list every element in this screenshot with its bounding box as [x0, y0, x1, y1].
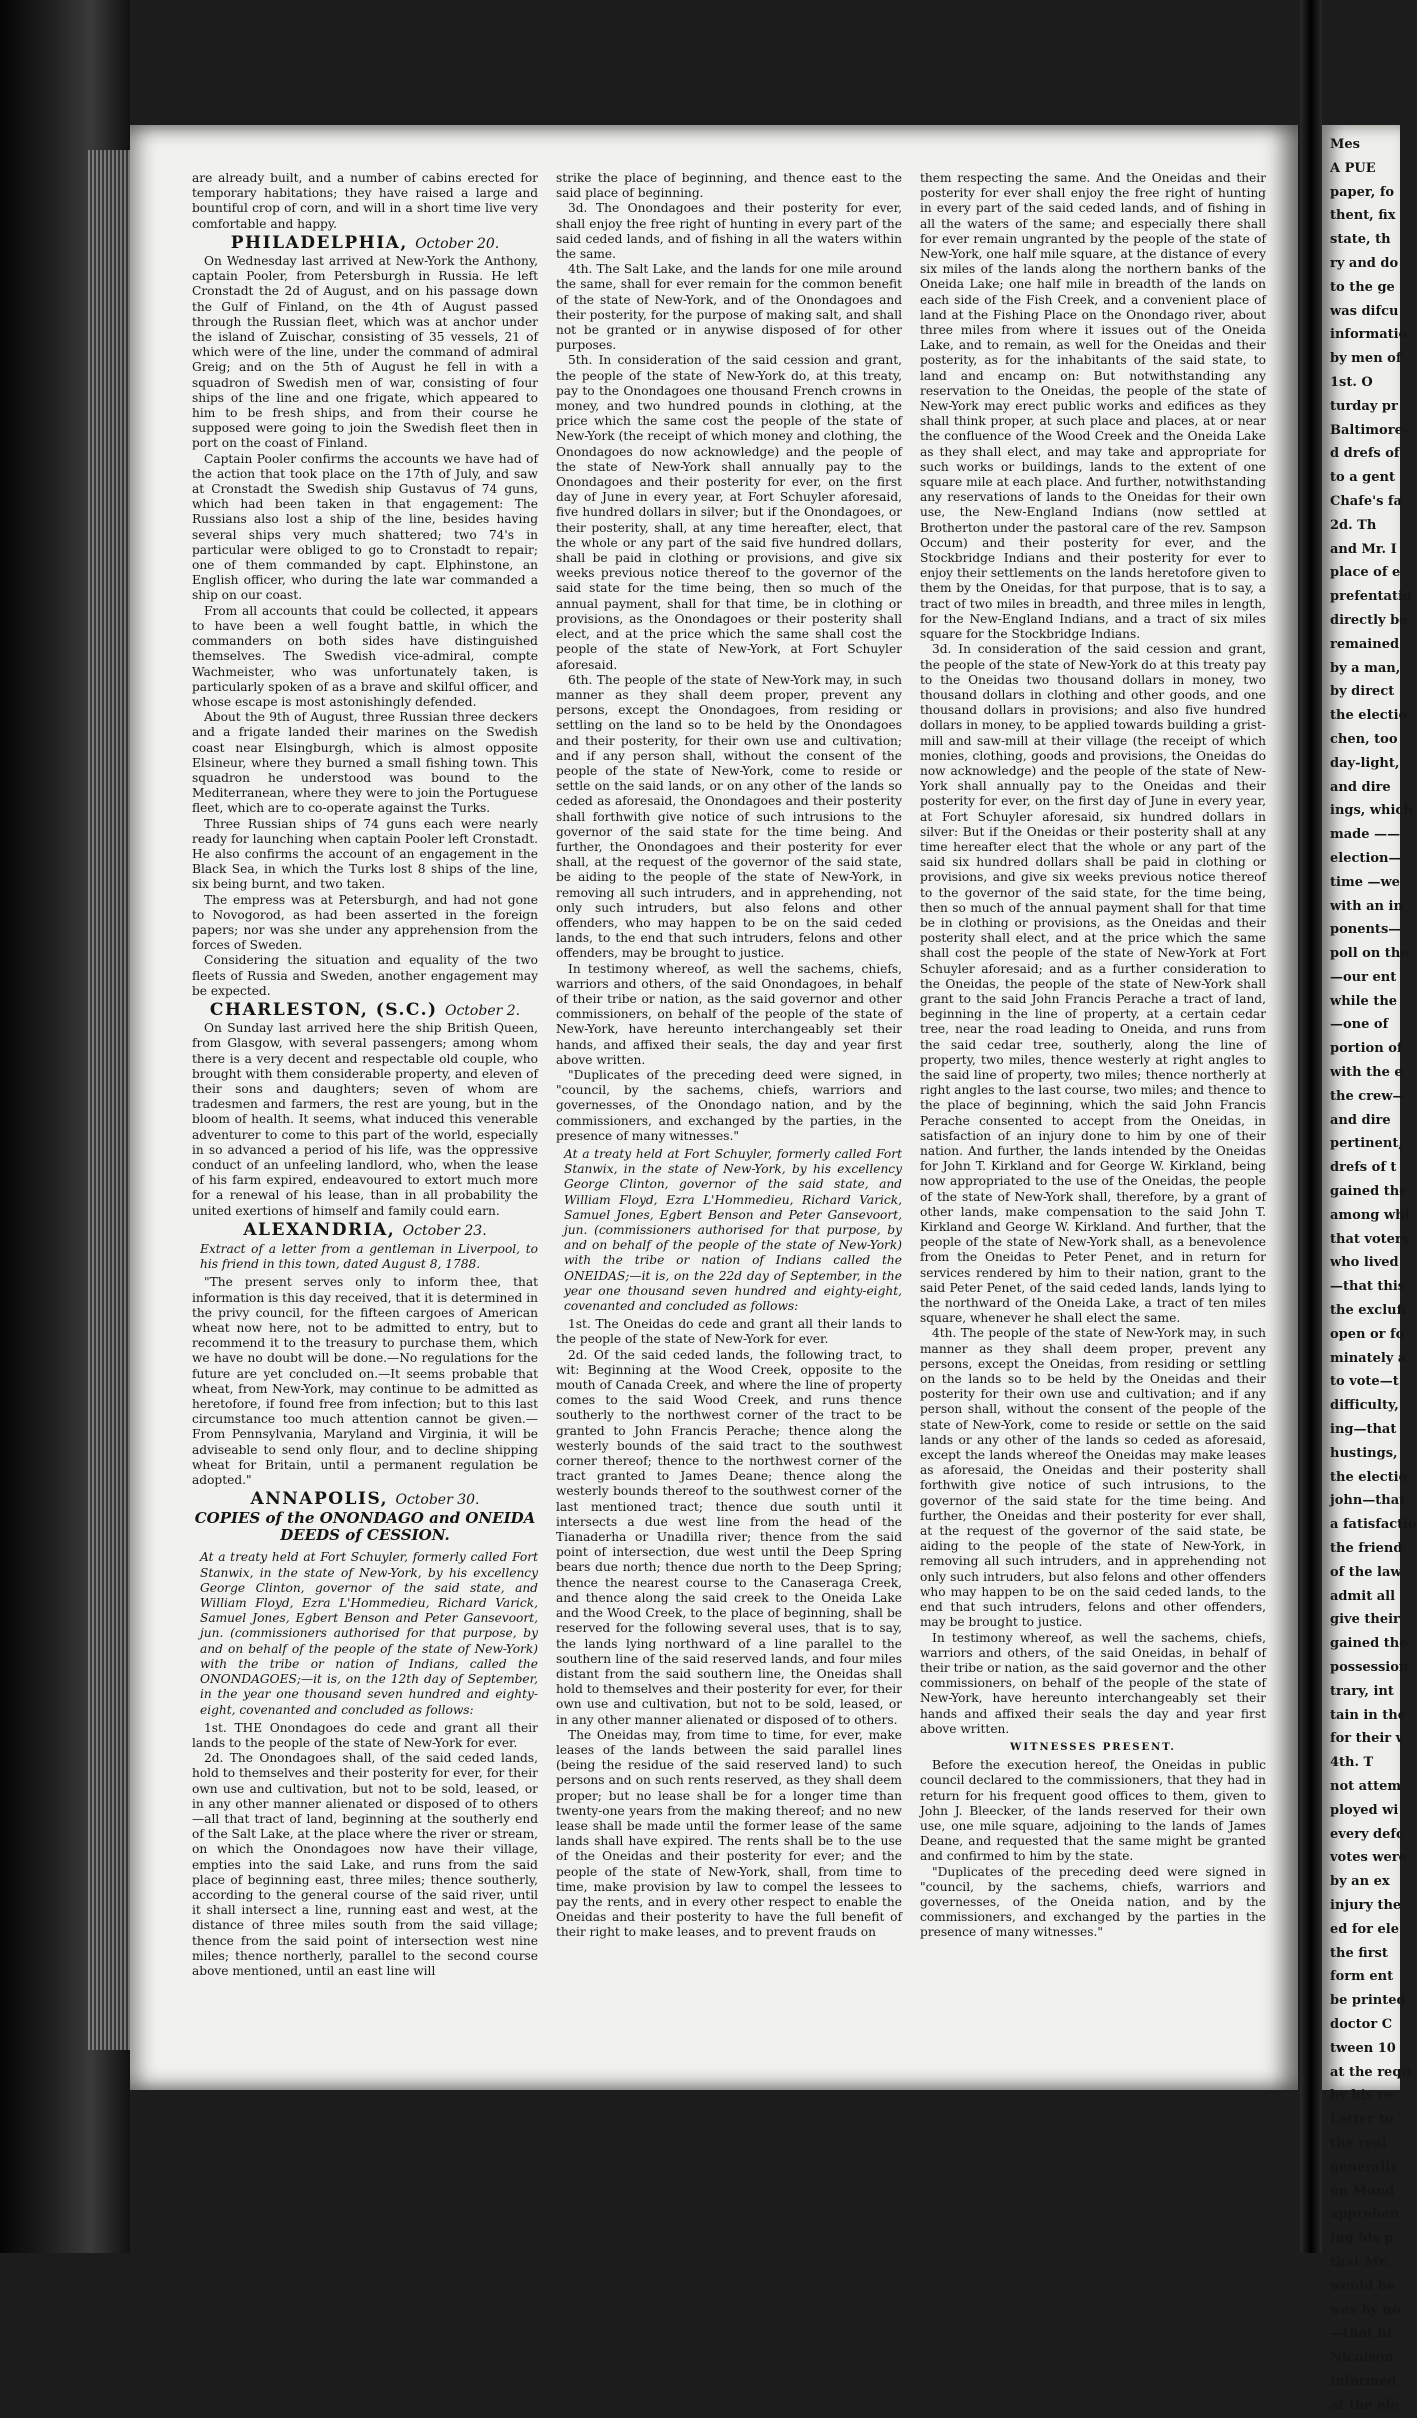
facing-page-line: by men of — [1330, 351, 1402, 367]
facing-page-line: the electio — [1330, 708, 1408, 724]
facing-page-line: with the e — [1330, 1065, 1403, 1081]
facing-page-line: among whi — [1330, 1207, 1410, 1223]
facing-page-line: —our ent — [1330, 969, 1397, 985]
dateline-place: CHARLESTON, (S.C.) — [209, 999, 438, 1020]
facing-page-line: by a man, — [1330, 660, 1401, 676]
facing-page-line: gained the — [1330, 1636, 1408, 1652]
dateline-date: October 20. — [415, 235, 500, 252]
facing-page-line: was by no — [1330, 2302, 1401, 2318]
facing-page-line: injury the — [1330, 1897, 1402, 1913]
facing-page-line: was difcu — [1330, 303, 1399, 319]
dateline-date: October 2. — [444, 1002, 521, 1019]
paragraph: Captain Pooler confirms the accounts we have had of the action that took place on the 17th of July, and saw at Cronstadt the Swedish ship Gustavus of 74 guns, which had been taken in that engagement: The Russians also lost a ship of the line, besides having several ships very much shattered; two 74's in particular were obliged to go to Cronstadt to repair; one of them commanded by capt. Elphinstone, an English officer, who during the late war commanded a ship on our coast. — [192, 451, 538, 603]
facing-page-line: form ent — [1330, 1969, 1394, 1985]
facing-page-line: ings, which — [1330, 803, 1413, 819]
column-2 — [556, 171, 902, 2071]
facing-page-line: gained the — [1330, 1184, 1408, 1200]
facing-page-line: directly be — [1330, 612, 1408, 628]
paragraph: From all accounts that could be collected, it appears to have been a well fought battle, in which the commanders on both sides have distinguished themselves. The Swedish vice-admiral, compte Wachmeister, who was unfortunately taken, is particularly spoken of as a brave and skilful officer, and whose escape is most astonishingly defended. — [192, 603, 538, 709]
facing-page-line: at the ele — [1330, 2397, 1399, 2413]
facing-page-line: place of e — [1330, 565, 1401, 581]
paragraph: Before the execution hereof, the Oneidas in public council declared to the commissioners, that they had in return for his frequent good offices to them, given to John J. Bleecker, of the lands reserved for their own use, one mile square, adjoining to the lands of James Deane, and requested that the same might be granted and confirmed to him by the state. — [920, 1758, 1266, 1864]
page-edges — [88, 150, 130, 2050]
paragraph: Considering the situation and equality of the two fleets of Russia and Sweden, another engagement may be expected. — [192, 953, 538, 998]
dateline-place: ANNAPOLIS, — [250, 1489, 389, 1510]
paragraph: 2d. The Onondagoes shall, of the said ceded lands, hold to themselves and their posterity for ever, for their own use and cultivation, but not to be sold, leased, or in any other manner alienated or disposed of to others—all that tract of land, beginning at the southerly end of the Salt Lake, at the place where the river or stream, on which the Onondagoes now have their village, empties into the said Lake, and runs from the said place of beginning east, three miles; thence southerly, according to the general course of the said river, until it shall intersect a line, running east and west, at the distance of three miles south from the said village; thence from the said point of intersection west nine miles; thence northerly, parallel to the second course above mentioned, until an east line will — [192, 1751, 538, 1978]
facing-page-line: made —— — [1330, 827, 1401, 843]
paragraph: 2d. Of the said ceded lands, the following tract, to wit: Beginning at the Wood Creek, opposite to the mouth of Canada Creek, and where the line of property comes to the said Wood Creek, and runs thence southerly to the northwest corner of the tract to be granted to John Francis Perache; thence along the westerly bounds of the said tract to the southwest corner thereof; thence to the northwest corner of the tract granted to James Deane; thence along the westerly bounds thereof to the southwest corner of the last mentioned tract; thence due south until it intersects a due west line from the head of the Tianaderha or Unadilla river; thence from the said point of intersection, due west until the Deep Spring bears due north; thence due north to the Deep Spring; thence the nearest course to the Canaseraga Creek, and thence along the said creek to the Oneida Lake and the Wood Creek, to the place of beginning, shall be reserved for the following several uses, that is to say, the lands lying northward of a line parallel to the southern line of the said reserved lands, and four miles distant from the said southern line, the Oneidas shall hold to themselves and their posterity for ever, for their own use and cultivation, but not to be sold, leased, or in any other manner alienated or disposed of to others. — [556, 1347, 902, 1727]
facing-page-line: Letter to — [1330, 2112, 1394, 2128]
facing-page-line: d drefs of — [1330, 446, 1400, 462]
facing-page-line: the electio — [1330, 1469, 1408, 1485]
facing-page-line: every defc — [1330, 1826, 1404, 1842]
paragraph: are already built, and a number of cabins erected for temporary habitations; they have raised a large and bountiful crop of corn, and will in a short time live very comfortable and happy. — [192, 171, 538, 231]
facing-page-line: while the — [1330, 993, 1398, 1009]
paragraph: The Oneidas may, from time to time, for ever, make leases of the lands between the said parallel lines (being the residue of the said reserved land) to such persons and on such rents reserved, as they shall deem proper; but no lease shall be for a longer time than twenty-one years from the making thereof; and no new lease shall be made until the former lease of the same lands shall have expired. The rents shall be to the use of the Oneidas and their posterity for ever; and the people of the state of New-York, shall, from time to time, make provision by law to compel the lessees to pay the rents, and in every other respect to enable the Oneidas and their posterity to have the full benefit of their right to make leases, and to prevent frauds on — [556, 1727, 902, 1940]
facing-page-line: give their — [1330, 1612, 1400, 1628]
paragraph: 1st. The Oneidas do cede and grant all their lands to the people of the state of New-York for ever. — [556, 1317, 902, 1347]
facing-page-line: the crew— — [1330, 1088, 1406, 1104]
facing-page-line: time —we — [1330, 874, 1400, 890]
facing-page-line: and Mr. I — [1330, 541, 1397, 557]
facing-page-line: by his re — [1330, 2088, 1393, 2104]
facing-page-line: pertinent, — [1330, 1136, 1403, 1152]
facing-page-line: informed — [1330, 2373, 1397, 2389]
facing-page-line: apprehen — [1330, 2207, 1399, 2223]
facing-page-line: a fatisfactio — [1330, 1517, 1417, 1533]
facing-page-line: the friend — [1330, 1541, 1403, 1557]
facing-page-line: state, th — [1330, 232, 1391, 248]
dateline-alexandria — [192, 1219, 538, 1240]
facing-page-line: admit all — [1330, 1588, 1396, 1604]
paragraph: 3d. The Onondagoes and their posterity for ever, shall enjoy the free right of hunting in every part of the said ceded lands, and of fishing in all the waters within the same. — [556, 201, 902, 262]
dateline-place: PHILADELPHIA, — [230, 232, 408, 253]
facing-page-line: Nicolson — [1330, 2350, 1394, 2366]
extract-heading: Extract of a letter from a gentleman in Liverpool, to his friend in this town, dated August 8, 1788. — [200, 1242, 538, 1272]
facing-page-line: ing—that — [1330, 1422, 1397, 1438]
facing-page-line: ry and do — [1330, 255, 1399, 271]
treaty-heading: At a treaty held at Fort Schuyler, formerly called Fort Stanwix, in the state of New-York, by his excellency George Clinton, governor of the said state, and William Floyd, Ezra L'Hommedieu, Richard Varick, Samuel Jones, Egbert Benson and Peter Gansevoort, jun. (commissioners authorised for that purpose, by and on behalf of the people of the state of New-York) with the tribe or nation of Indians called the ONEIDAS;—it is, on the 22d day of September, in the year one thousand seven hundred and eighty-eight, covenanted and concluded as follows: — [564, 1147, 902, 1314]
paragraph: strike the place of beginning, and thence east to the said place of beginning. — [556, 171, 902, 201]
facing-page-line: votes were — [1330, 1850, 1407, 1866]
facing-page-line: 2d. Th — [1330, 517, 1377, 533]
facing-page-line: Mes — [1330, 137, 1360, 152]
book-gutter — [1300, 0, 1322, 2253]
facing-page-line: to the ge — [1330, 279, 1395, 295]
facing-page-line: doctor C — [1330, 2016, 1393, 2032]
paragraph: 1st. THE Onondagoes do cede and grant all their lands to the people of the state of New-York for ever. — [192, 1720, 538, 1750]
facing-page-line: day-light, — [1330, 755, 1400, 771]
facing-page-line: election— — [1330, 850, 1402, 866]
facing-page-line: not attem — [1330, 1778, 1402, 1794]
facing-page-line: trary, int — [1330, 1683, 1394, 1699]
facing-page-line: paper, fo — [1330, 184, 1395, 200]
facing-page-line: the real — [1330, 2135, 1387, 2151]
treaty-heading: At a treaty held at Fort Schuyler, formerly called Fort Stanwix, in the state of New-York, by his excellency George Clinton, governor of the said state, and William Floyd, Ezra L'Hommedieu, Richard Varick, Samuel Jones, Egbert Benson and Peter Gansevoort, jun. (commissioners authorised for that purpose, by and on behalf of the people of the state of New-York) with the tribe or nation of Indians, called the ONONDAGOES;—it is, on the 12th day of September, in the year one thousand seven hundred and eighty-eight, covenanted and concluded as follows: — [200, 1550, 538, 1717]
facing-page-line: —that hi — [1330, 2326, 1392, 2342]
paragraph: The empress was at Petersburgh, and had not gone to Novogorod, as had been asserted in the foreign papers; nor was she under any apprehension from the forces of Sweden. — [192, 892, 538, 953]
facing-page-line: to vote—t — [1330, 1374, 1399, 1390]
facing-page-line: would be — [1330, 2278, 1396, 2294]
dateline-date: October 30. — [395, 1492, 480, 1509]
facing-page-line: tween 10 — [1330, 2040, 1396, 2056]
facing-page-line: the exclufi — [1330, 1303, 1407, 1319]
paragraph: On Wednesday last arrived at New-York the Anthony, captain Pooler, from Petersburgh in Russia. He left Cronstadt the 2d of August, and on his passage down the Gulf of Finland, on the 4th of August passed through the Russian fleet, which was at anchor under the island of Zuischar, consisting of 35 vessels, 21 of which were of the line, under the command of admiral Greig; and on the 5th of August he fell in with a squadron of Swedish men of war, consisting of four ships of the line and one frigate, which appeared to him to be fresh ships, and from their course he supposed were going to join the Swedish fleet then in port on the coast of Finland. — [192, 254, 538, 451]
facing-page-line: ployed wi — [1330, 1802, 1399, 1818]
paragraph: 4th. The people of the state of New-York may, in such manner as they shall deem proper, prevent any persons, except the Oneidas, from residing or settling on the lands so to be held by the Oneidas and their posterity for their own use and cultivation; and if any person shall, without the consent of the people of the state of New-York, come to reside or settle on the said lands or any other of the lands so ceded as aforesaid, except the lands whereof the Oneidas may make leases as aforesaid, the Oneidas and their posterity shall forthwith give notice of such intrusions, to the governor of the said state for the time being. And further, the Oneidas and their posterity for ever shall, at the request of the governor of the said state, be aiding to the people of the state of New-York, in removing all such intruders, and in apprehending not only such intruders, but also felons and other offenders who may happen to be on the said ceded lands, to the end that such intruders, felons and other offenders, may be brought to justice. — [920, 1326, 1266, 1630]
paragraph: 5th. In consideration of the said cession and grant, the people of the state of New-York do, at this treaty, pay to the Onondagoes one thousand French crowns in money, and two hundred pounds in clothing, at the price which the same cost the people of the state of New-York (the receipt of which money and clothing, the Onondagoes do now acknowledge) and the people of the state of New-York shall annually pay to the Onondagoes and their posterity for ever, on the first day of June in every year, at Fort Schuyler aforesaid, five hundred dollars in silver; but if the Onondagoes, or their posterity, shall, at any time hereafter, elect, that the whole or any part of the said five hundred dollars, shall be paid in clothing or provisions, and give six weeks previous notice thereof to the governor of the said state for the time being, then so much of the annual payment, shall for that time, be in clothing or provisions, as the Onondagoes or their posterity shall elect, and at the price which the same shall cost the people of the state of New-York, at Fort Schuyler aforesaid. — [556, 353, 902, 672]
facing-page-line: turday pr — [1330, 398, 1398, 414]
facing-page-line: be printed — [1330, 1993, 1406, 2009]
dateline-place: ALEXANDRIA, — [243, 1219, 396, 1240]
facing-page-fragment — [1322, 125, 1417, 2413]
facing-page-line: ing his p — [1330, 2231, 1394, 2247]
paragraph: On Sunday last arrived here the ship British Queen, from Glasgow, with several passengers; among whom there is a very decent and respectable old couple, who brought with them considerable property, and eleven of their sons and daughters; seven of whom are tradesmen and farmers, the rest are young, but in the bloom of health. It seems, what induced this venerable adventurer to come to this part of the world, especially in so advanced a period of his life, was the oppressive conduct of an unfeeling landlord, who, when the lease of his farm expired, endeavoured to extort much more for a renewal of his lease, than in all probability the united exertions of himself and family could earn. — [192, 1021, 538, 1218]
facing-page-line: minately a — [1330, 1350, 1407, 1366]
facing-page-line: who lived — [1330, 1255, 1399, 1271]
facing-page-line: that voters — [1330, 1231, 1410, 1247]
witnesses-heading: WITNESSES PRESENT. — [1010, 1741, 1176, 1753]
facing-page-line: john—that — [1330, 1493, 1406, 1509]
facing-page-line: and dire — [1330, 1112, 1391, 1128]
facing-page-line: remained — [1330, 636, 1400, 652]
facing-page-line: of the law — [1330, 1564, 1402, 1580]
column-3 — [920, 171, 1266, 2071]
paragraph: them respecting the same. And the Oneidas and their posterity for ever shall enjoy the free right of hunting in every part of the said ceded lands, and of fishing in all the waters of the same; and especially there shall for ever remain ungranted by the people of the state of New-York, one half mile square, at the distance of every six miles of the lands along the northern banks of the Oneida Lake; one half mile in breadth of the lands on each side of the Fish Creek, and a convenient place of land at the Fishing Place on the Onondago river, about three miles from where it issues out of the Oneida Lake, and to remain, as well for the Oneidas and their posterity, as for the inhabitants of the said state, to land and encamp on: But notwithstanding any reservation to the Oneidas, the people of the state of New-York may erect public works and edifices as they shall think proper, at such place and places, at or near the confluence of the Wood Creek and the Oneida Lake as they shall elect, and may take and appropriate for such works or buildings, lands to the extent of one square mile at each place. And further, notwithstanding any reservations of lands to the Oneidas for their own use, the New-England Indians (now settled at Brotherton under the pastoral care of the rev. Sampson Occum) and their posterity for ever, and the Stockbridge Indians and their posterity for ever to enjoy their settlements on the lands heretofore given to them by the Oneidas, for that purpose, that is to say, a tract of two miles in breadth, and three miles in length, for the New-England Indians, and a tract of six miles square for the Stockbridge Indians. — [920, 171, 1266, 642]
facing-page-line: —that this — [1330, 1279, 1406, 1295]
dateline-philadelphia — [192, 232, 538, 253]
dateline-charleston — [192, 999, 538, 1020]
quoted-paragraph: "Duplicates of the preceding deed were signed, in "council, by the sachems, chiefs, warriors and governesses, of the Onondago nation, and by the commissioners, and exchanged by the parties, in the presence of many witnesses." — [556, 1067, 902, 1143]
paragraph: In testimony whereof, as well the sachems, chiefs, warriors and others, of the said Onondagoes, in behalf of their tribe or nation, as the said governor and other commissioners, on behalf of the people of the state of New-York, have hereunto interchangeably set their hands, and affixed their seals, the day and year first above written. — [556, 961, 902, 1067]
paragraph: "The present serves only to inform thee, that information is this day received, that it is determined in the privy council, for the fifteen cargoes of American wheat now here, not to be admitted to entry, but to recommend it to the treasury to purchase them, which we have no doubt will be done.—No regulations for the future are yet concluded on.—It seems probable that wheat, from New-York, may continue to be admitted as heretofore, if found free from infection; but to this last circumstance too much attention cannot be given.—From Pennsylvania, Maryland and Virginia, it will be adviseable to send only flour, and to decline shipping wheat for Britain, until a permanent regulation be adopted." — [192, 1275, 538, 1488]
facing-page-line: ponents— — [1330, 922, 1402, 938]
paragraph: Three Russian ships of 74 guns each were nearly ready for launching when captain Pooler left Cronstadt. He also confirms the account of an engagement in the Black Sea, in which the Turks lost 8 ships of the line, six being burnt, and two taken. — [192, 816, 538, 892]
facing-page-line: with an in — [1330, 898, 1403, 914]
facing-page-line: the first — [1330, 1945, 1388, 1961]
facing-page-line: to a gent — [1330, 470, 1395, 486]
paragraph: 4th. The Salt Lake, and the lands for one mile around the same, shall for ever remain for the common benefit of the state of New-York, and of the Onondagoes and their posterity, for the purpose of making salt, and shall not be granted or in anywise disposed of for other purposes. — [556, 262, 902, 353]
paragraph: 3d. In consideration of the said cession and grant, the people of the state of New-York do at this treaty pay to the Oneidas two thousand dollars in money, two thousand dollars in clothing and other goods, and one thousand dollars in provisions; and also five hundred dollars in money, to be applied towards building a grist-mill and saw-mill at their village (the receipt of which monies, clothing, goods and provisions, the Oneidas do now acknowledge) and the people of the state of New-York shall annually pay to the Oneidas and their posterity for ever, on the first day of June in every year, at Fort Schuyler aforesaid, six hundred dollars in silver: But if the Oneidas or their posterity shall at any time hereafter elect that the whole or any part of the said six hundred dollars shall be paid in clothing or provisions, and give six weeks previous notice thereof to the governor of the said state, for the time being, then so much of the annual payment shall for that time be in clothing or provisions, as the Oneidas and their posterity shall elect, and at the price which the same shall cost the people of the state of New-York at Fort Schuyler aforesaid; and as a further consideration to the Oneidas, the people of the state of New-York shall grant to the said John Francis Perache a tract of land, beginning in the line of property, at a certain cedar tree, near the road leading to Oneida, and runs from the said cedar tree, southerly, along the line of property, two miles, thence westerly at right angles to the said line of property, two miles; thence northerly at right angles to the last course, two miles; and thence to the place of beginning, which the said John Francis Perache consented to accept from the Oneidas, in satisfaction of an injury done to him by one of their nation. And further, the lands intended by the Oneidas for John T. Kirkland and for George W. Kirkland, being now appropriated to the use of the Oneidas, the people of the state of New-York shall, therefore, by a grant of other lands, make compensation to the said John T. Kirkland and George W. Kirkland. And further, that the people of the state of New-York shall, as a benevolence from the Oneidas to Peter Penet, and in return for services rendered by him to their nation, grant to the said Peter Penet, of the said ceded lands, lands lying to the northward of the Oneida Lake, a tract of ten miles square, whenever he shall elect the same. — [920, 642, 1266, 1326]
facing-page-line: A PUE — [1330, 160, 1376, 176]
facing-page-line: for their v — [1330, 1731, 1404, 1747]
facing-page-line: —one of — [1330, 1017, 1389, 1033]
facing-page-line: possession — [1330, 1660, 1409, 1675]
facing-page-line: 4th. T — [1330, 1755, 1374, 1771]
facing-page-line: Baltimore- — [1330, 422, 1409, 438]
facing-page-line: on Mond — [1330, 2183, 1395, 2199]
facing-page-line: and dire — [1330, 779, 1391, 795]
paragraph: 6th. The people of the state of New-York may, in such manner as they shall deem proper, prevent any persons, except the Onondagoes, from residing or settling on the land so to be held by the Onondagoes and their posterity, for their own use and cultivation; and if any person shall, without the consent of the people of the state of New-York, come to reside or settle on the said lands, or on any other of the lands so ceded as aforesaid, the Onondagoes and their posterity shall forthwith give notice of such intrusions to the governor of the said state for the time being. And further, the Onondagoes and their posterity for ever shall, at the request of the governor of the said state, be aiding to the people of the state of New-York, in removing all such intruders, and in apprehending, not only such intruders, but also felons and other offenders, who may happen to be on the said ceded lands, to the end that such intruders, felons and other offenders, may be brought to justice. — [556, 672, 902, 961]
facing-page-line: by an ex — [1330, 1874, 1390, 1890]
facing-page-line: generally — [1330, 2159, 1398, 2175]
paragraph: About the 9th of August, three Russian three deckers and a frigate landed their marines on the Swedish coast near Elsingburgh, which is almost opposite Elsineur, where they burned a small fishing town. This squadron he understood was bound to the Mediterranean, where they were to join the Portuguese fleet, which are to co-operate against the Turks. — [192, 710, 538, 816]
facing-page-line: thent, fix — [1330, 208, 1396, 224]
facing-page-text — [1322, 125, 1417, 2418]
dateline-annapolis — [192, 1489, 538, 1510]
facing-page-line: prefentatio — [1330, 589, 1412, 605]
facing-page-line: 1st. O — [1330, 374, 1373, 390]
facing-page-line: difficulty, — [1330, 1398, 1399, 1414]
column-1 — [192, 171, 538, 2071]
facing-page-line: chen, too — [1330, 731, 1398, 747]
quoted-paragraph: "Duplicates of the preceding deed were signed in "council, by the sachems, chiefs, warriors and governesses, of the Oneida nation, and by the commissioners, and exchanged by the parties in the presence of many witnesses." — [920, 1864, 1266, 1940]
facing-page-line: ed for ele — [1330, 1921, 1400, 1937]
facing-page-line: tain in the — [1330, 1707, 1406, 1723]
facing-page-line: Chafe's fa — [1330, 493, 1402, 509]
facing-page-line: drefs of t — [1330, 1160, 1397, 1176]
facing-page-line: open or fo — [1330, 1326, 1405, 1342]
newspaper-page — [130, 125, 1298, 2090]
facing-page-line: poll on the — [1330, 946, 1409, 962]
facing-page-line: by direct — [1330, 684, 1395, 700]
facing-page-line: portion of — [1330, 1041, 1403, 1057]
dateline-date: October 23. — [402, 1222, 487, 1239]
facing-page-line: that Mr. — [1330, 2254, 1389, 2270]
facing-page-line: at the requ — [1330, 2064, 1411, 2080]
section-title: COPIES of the ONONDAGO and ONEIDA DEEDS of CESSION. — [194, 1509, 536, 1545]
paragraph: In testimony whereof, as well the sachems, chiefs, warriors and others, of the said Oneidas, in behalf of their tribe or nation, as the said governor and the other commissioners, on behalf of the people of the state of New-York, have hereunto interchangeably set their hands and affixed their seals the day and year first above written. — [920, 1630, 1266, 1736]
facing-page-line: hustings, — [1330, 1445, 1398, 1461]
facing-page-line: informatio — [1330, 327, 1408, 343]
